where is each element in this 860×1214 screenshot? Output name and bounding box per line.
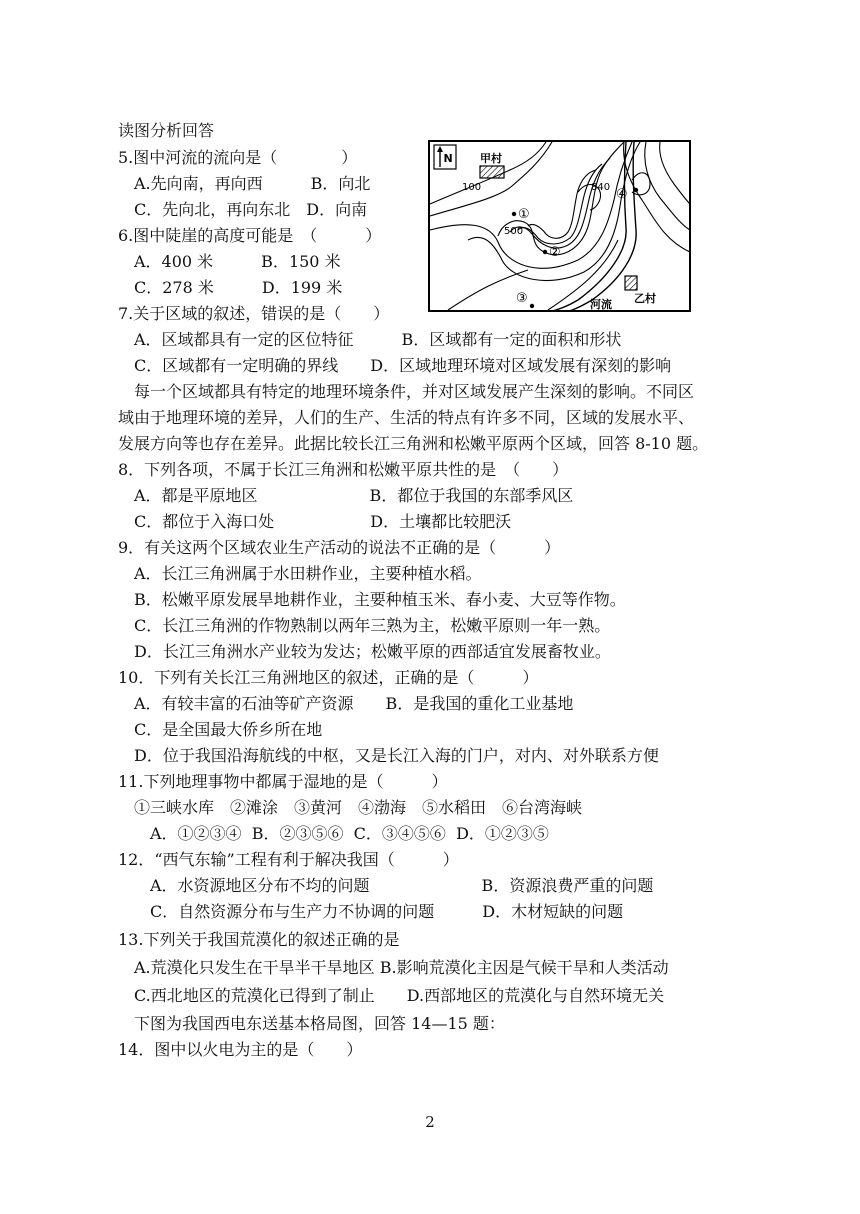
- village-b-icon: [625, 276, 637, 290]
- question-7-options-ab: A．区域都具有一定的区位特征 B．区域都有一定的面积和形状: [118, 330, 622, 349]
- question-6-options-ab: A．400 米 B．150 米: [118, 252, 341, 271]
- question-13-options-cd: C.西北地区的荒漠化已得到了制止 D.西部地区的荒漠化与自然环境无关: [118, 986, 665, 1005]
- question-6: 6.图中陡崖的高度可能是 （ ）: [118, 226, 382, 245]
- question-10-option-c: C．是全国最大侨乡所在地: [118, 720, 323, 739]
- question-8-options-ab: A．都是平原地区 B．都位于我国的东部季风区: [118, 486, 574, 505]
- question-11-options: A．①②③④ B．②③⑤⑥ C．③④⑤⑥ D．①②③⑤: [118, 824, 549, 843]
- question-10-option-d: D．位于我国沿海航线的中枢，又是长江入海的门户，对内、对外联系方便: [118, 746, 659, 765]
- question-7: 7.关于区域的叙述，错误的是（ ）: [118, 304, 390, 323]
- question-6-options-cd: C．278 米 D．199 米: [118, 278, 343, 297]
- question-9-option-c: C．长江三角洲的作物熟制以两年三熟为主，松嫩平原则一年一熟。: [118, 616, 611, 635]
- question-9: 9．有关这两个区域农业生产活动的说法不正确的是（ ）: [118, 538, 561, 557]
- point-1-dot: [512, 212, 516, 216]
- passage-line: 每一个区域都具有特定的地理环境条件，并对区域发展产生深刻的影响。不同区: [118, 382, 695, 401]
- question-10: 10．下列有关长江三角洲地区的叙述，正确的是（ ）: [118, 668, 539, 687]
- point-3-label: ③: [516, 291, 528, 306]
- village-a-label: 甲村: [480, 152, 502, 165]
- question-5-options-cd: C．先向北，再向东北 D．向南: [118, 200, 368, 219]
- contour-840-label: 840: [591, 182, 611, 193]
- question-13-options-ab: A.荒漠化只发生在干旱半干旱地区 B.影响荒漠化主因是气候干旱和人类活动: [118, 958, 669, 977]
- passage-line: 发展方向等也存在差异。此据比较长江三角洲和松嫩平原两个区域，回答 8-10 题。: [118, 434, 709, 453]
- question-5-options-ab: A.先向南，再向西 B．向北: [118, 174, 371, 193]
- figure-intro: 下图为我国西电东送基本格局图，回答 14—15 题：: [118, 1014, 505, 1033]
- north-label: N: [443, 152, 453, 165]
- contour-500-label: 500: [504, 226, 524, 237]
- contour-map: [428, 140, 691, 312]
- page-number: 2: [425, 1113, 435, 1131]
- village-b-label: 乙村: [634, 292, 656, 305]
- question-5: 5.图中河流的流向是（ ）: [118, 148, 358, 167]
- point-2-dot: [543, 250, 547, 254]
- question-13: 13.下列关于我国荒漠化的叙述正确的是: [118, 930, 400, 949]
- river-label: 河流: [590, 298, 612, 311]
- point-3-dot: [530, 304, 534, 308]
- map-border: [429, 141, 690, 311]
- point-1-label: ①: [518, 207, 530, 222]
- point-4-dot: [634, 188, 638, 192]
- village-a-icon: [480, 166, 504, 178]
- text-line: 读图分析回答: [118, 121, 215, 140]
- question-11: 11.下列地理事物中都属于湿地的是（ ）: [118, 772, 448, 791]
- question-12-options-cd: C．自然资源分布与生产力不协调的问题 D．木材短缺的问题: [118, 902, 624, 921]
- question-7-options-cd: C．区域都有一定明确的界线 D．区域地理环境对区域发展有深刻的影响: [118, 356, 672, 375]
- question-11-items: ①三峡水库 ②滩涂 ③黄河 ④渤海 ⑤水稻田 ⑥台湾海峡: [118, 798, 583, 817]
- question-9-option-a: A．长江三角洲属于水田耕作业，主要种植水稻。: [118, 564, 482, 583]
- question-9-option-d: D．长江三角洲水产业较为发达；松嫩平原的西部适宜发展畜牧业。: [118, 642, 611, 661]
- question-9-option-b: B．松嫩平原发展旱地耕作业，主要种植玉米、春小麦、大豆等作物。: [118, 590, 626, 609]
- question-12: 12．“西气东输”工程有利于解决我国（ ）: [118, 850, 459, 869]
- question-10-options-ab: A．有较丰富的石油等矿产资源 B．是我国的重化工业基地: [118, 694, 574, 713]
- passage-line: 域由于地理环境的差异，人们的生产、生活的特点有许多不同，区域的发展水平、: [118, 408, 695, 427]
- question-14: 14．图中以火电为主的是（ ）: [118, 1040, 363, 1059]
- question-8-options-cd: C．都位于入海口处 D．土壤都比较肥沃: [118, 512, 512, 531]
- point-2-label: ②: [549, 245, 561, 260]
- question-8: 8．下列各项，不属于长江三角洲和松嫩平原共性的是 （ ）: [118, 460, 569, 479]
- point-4-label: ④: [616, 187, 628, 202]
- question-12-options-ab: A．水资源地区分布不均的问题 B．资源浪费严重的问题: [118, 876, 654, 895]
- contour-100-label: 100: [462, 182, 482, 193]
